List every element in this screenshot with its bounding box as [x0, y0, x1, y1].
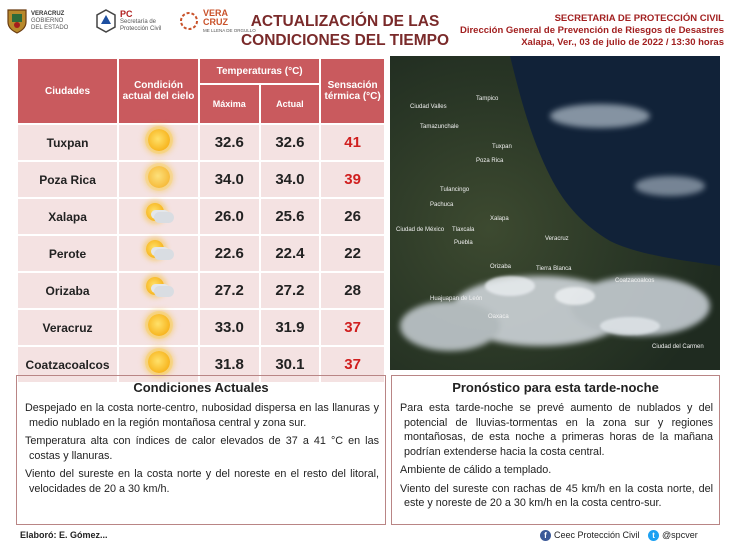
shield-icon: [6, 8, 28, 34]
table-row: [18, 236, 384, 271]
list-item: Viento del sureste en la costa norte y del noreste en el resto del litoral, velocidades de 20 a 30 km/h.: [25, 468, 379, 495]
thermal-sensation: 37: [321, 310, 384, 345]
thermal-sensation: 39: [321, 162, 384, 197]
sky-condition: [119, 125, 198, 160]
sky-condition: [119, 162, 198, 197]
city-name: Xalapa: [18, 199, 117, 234]
logo-text: Protección Civil: [120, 26, 162, 32]
actual-temp: 22.4: [261, 236, 320, 271]
report-datetime: Xalapa, Ver., 03 de julio de 2022 / 13:30 horas: [521, 37, 724, 48]
max-temp: 32.6: [200, 125, 259, 160]
list-item: Temperatura alta con índices de calor elevados de 37 a 41 °C en las costas y llanuras.: [25, 435, 379, 462]
max-temp: 31.8: [200, 347, 259, 382]
map-label: Tamazunchale: [420, 124, 459, 130]
logo-text: GOBIERNO: [31, 17, 64, 24]
map-label: Pachuca: [430, 202, 454, 208]
partly-cloudy-icon: [144, 276, 174, 300]
max-temp: 34.0: [200, 162, 259, 197]
star-emblem-icon: [178, 8, 200, 34]
forecast-heading: Pronóstico para esta tarde-noche: [452, 380, 659, 395]
actual-temp: 27.2: [261, 273, 320, 308]
map-label: Puebla: [454, 240, 473, 246]
facebook-icon[interactable]: f: [540, 530, 551, 541]
logo-text: VERA CRUZ: [203, 7, 228, 27]
title-line-1: ACTUALIZACIÓN DE LAS: [250, 13, 440, 30]
map-label: Ciudad de México: [396, 227, 445, 233]
map-label: Tierra Blanca: [536, 266, 572, 272]
max-temp: 22.6: [200, 236, 259, 271]
sun-icon: [148, 314, 170, 336]
forecast-list: [392, 401, 719, 511]
map-label: Tlaxcala: [452, 227, 475, 233]
map-label: Huajuapan de León: [430, 296, 483, 302]
list-item: Para esta tarde-noche se prevé aumento de nublados y del potencial de lluvias-tormentas en la zona sur y regiones montañosas, de esta noche a primeras horas de la mañana podrían extenderse hacia la costa central.: [400, 402, 713, 458]
forecast-panel: [391, 375, 720, 525]
map-label: Orizaba: [490, 264, 512, 270]
table-row: [18, 310, 384, 345]
list-item: Despejado en la costa norte-centro, nubosidad dispersa en las llanuras y medio nublado en la región montañosa central y zona sur.: [25, 402, 379, 429]
map-label: Coatzacoalcos: [615, 278, 655, 284]
map-label: Poza Rica: [476, 158, 504, 164]
thermal-sensation: 22: [321, 236, 384, 271]
map-label: Ciudad Valles: [410, 104, 447, 110]
twitter-handle[interactable]: @spcver: [662, 530, 698, 540]
agency-name: SECRETARIA DE PROTECCIÓN CIVIL: [554, 13, 724, 24]
sky-condition: [119, 273, 198, 308]
map-label: Ciudad del Carmen: [652, 344, 704, 350]
max-temp: 26.0: [200, 199, 259, 234]
hazy-sun-icon: [148, 166, 170, 188]
current-conditions-list: [17, 401, 385, 496]
city-name: Coatzacoalcos: [18, 347, 117, 382]
map-label: Tuxpan: [492, 144, 512, 150]
sky-condition: [119, 236, 198, 271]
header-cities: Ciudades: [18, 59, 117, 123]
facebook-handle[interactable]: Ceec Protección Civil: [554, 530, 640, 540]
city-name: Poza Rica: [18, 162, 117, 197]
city-name: Tuxpan: [18, 125, 117, 160]
max-temp: 33.0: [200, 310, 259, 345]
header-actual: Actual: [261, 85, 320, 123]
map-label: Xalapa: [490, 216, 509, 222]
agency-directorate: Dirección General de Prevención de Riesgos de Desastres: [459, 25, 724, 36]
actual-temp: 32.6: [261, 125, 320, 160]
title-line-2: CONDICIONES DEL TIEMPO: [240, 32, 450, 49]
max-temp: 27.2: [200, 273, 259, 308]
satellite-map: [390, 56, 720, 370]
thermal-sensation: 37: [321, 347, 384, 382]
twitter-icon[interactable]: t: [648, 530, 659, 541]
current-conditions-heading: Condiciones Actuales: [133, 380, 269, 395]
partly-cloudy-icon: [144, 202, 174, 226]
map-label: Oaxaca: [488, 314, 509, 320]
sky-condition: [119, 199, 198, 234]
list-item: Ambiente de cálido a templado.: [400, 464, 552, 476]
sky-condition: [119, 310, 198, 345]
logo-text: PC: [120, 9, 133, 19]
actual-temp: 25.6: [261, 199, 320, 234]
civil-protection-icon: [95, 8, 117, 34]
current-conditions-panel: [16, 375, 386, 525]
list-item: Viento del sureste con rachas de 45 km/h en la costa norte, del este y noreste de 20 a 30 km/h en la costa centro-sur.: [400, 482, 713, 509]
thermal-sensation: 41: [321, 125, 384, 160]
author-credit: Elaboró: E. Gómez...: [20, 530, 108, 540]
logo-text: DEL ESTADO: [31, 24, 69, 31]
table-row: [18, 125, 384, 160]
map-label: Veracruz: [545, 236, 569, 242]
partly-cloudy-icon: [144, 239, 174, 263]
logo-text: Secretaría de: [120, 19, 157, 25]
actual-temp: 30.1: [261, 347, 320, 382]
city-name: Perote: [18, 236, 117, 271]
city-name: Orizaba: [18, 273, 117, 308]
agency-block: [460, 13, 724, 49]
header-temperatures: Temperaturas (°C): [200, 59, 319, 83]
veracruz-seal-logo: [6, 8, 68, 34]
logo-text: ME LLENA DE ORGULLO: [203, 27, 256, 33]
map-label: Tulancingo: [440, 187, 470, 193]
pc-logo: [95, 8, 161, 34]
map-label: Tampico: [476, 96, 499, 102]
logo-text: VERACRUZ: [31, 10, 65, 17]
social-links: [540, 530, 698, 541]
table-row: [18, 273, 384, 308]
thermal-sensation: 28: [321, 273, 384, 308]
page-title: [240, 12, 450, 50]
thermal-sensation: 26: [321, 199, 384, 234]
table-row: [18, 199, 384, 234]
header-max: Máxima: [200, 85, 259, 123]
actual-temp: 31.9: [261, 310, 320, 345]
header-sensation: Sensación térmica (°C): [321, 59, 384, 123]
header-condition: Condición actual del cielo: [119, 59, 198, 123]
sun-icon: [148, 129, 170, 151]
city-name: Veracruz: [18, 310, 117, 345]
actual-temp: 34.0: [261, 162, 320, 197]
table-row: [18, 162, 384, 197]
sun-icon: [148, 351, 170, 373]
weather-table: [16, 57, 386, 384]
